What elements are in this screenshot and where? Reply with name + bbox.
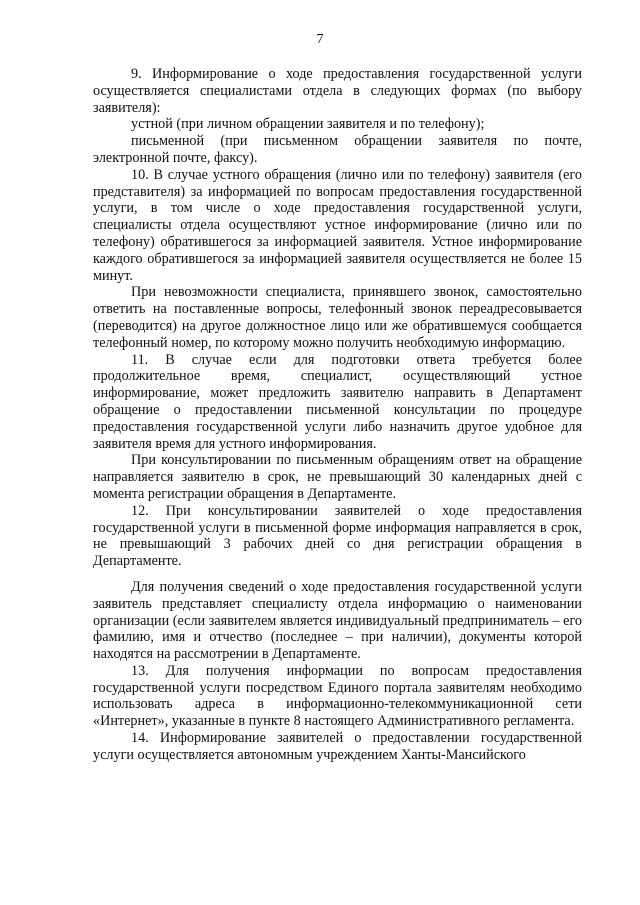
paragraph-status-info: Для получения сведений о ходе предоставления государственной услуги заявитель представляет специалисту отдела информацию о наименовании организации (если заявителем является индивидуальный предприниматель – его фамилию, имя и отчество (последнее – при наличии), документы которой находятся на рассмотрении в Департаменте.	[93, 578, 582, 663]
paragraph-9: 9. Информирование о ходе предоставления государственной услуги осуществляется специалистами отдела в следующих формах (по выбору заявителя):	[93, 66, 582, 116]
document-body	[93, 66, 582, 764]
paragraph-oral-form: устной (при личном обращении заявителя и по телефону);	[131, 116, 485, 133]
page-number: 7	[316, 32, 324, 47]
paragraph-14: 14. Информирование заявителей о предоставлении государственной услуги осуществляется автономным учреждением Ханты-Мансийского	[93, 730, 582, 763]
paragraph-10: 10. В случае устного обращения (лично или по телефону) заявителя (его представителя) за информацией по вопросам предоставления государственной услуги, в том числе о ходе предоставления государственной услуги, специалисты отдела осуществляют устное информирование (лично или по телефону) обратившегося за информацией заявителя. Устное информирование каждого обратившегося за информацией заявителя осуществляется не более 15 минут.	[93, 166, 582, 284]
paragraph-written-consultation: При консультировании по письменным обращениям ответ на обращение направляется заявителю в срок, не превышающий 30 календарных дней с момента регистрации обращения в Департаменте.	[93, 452, 582, 502]
paragraph-written-form: письменной (при письменном обращении заявителя по почте, электронной почте, факсу).	[93, 133, 582, 166]
paragraph-13: 13. Для получения информации по вопросам предоставления государственной услуги посредством Единого портала заявителям необходимо использовать адреса в информационно-телекоммуникационной сети «Интернет», указанные в пункте 8 настоящего Административного регламента.	[93, 662, 582, 730]
paragraph-call-redirect: При невозможности специалиста, принявшего звонок, самостоятельно ответить на поставленные вопросы, телефонный звонок переадресовывается (переводится) на другое должностное лицо или же обратившемуся сообщается телефонный номер, по которому можно получить необходимую информацию.	[93, 284, 582, 351]
paragraph-11: 11. В случае если для подготовки ответа требуется более продолжительное время, специалист, осуществляющий устное информирование, может предложить заявителю направить в Департамент обращение о предоставлении письменной консультации по процедуре предоставления государственной услуги либо назначить другое удобное для заявителя время для устного информирования.	[93, 351, 582, 452]
paragraph-12: 12. При консультировании заявителей о ходе предоставления государственной услуги в письменной форме информация направляется в срок, не превышающий 3 рабочих дней со дня регистрации обращения в Департаменте.	[93, 502, 582, 570]
